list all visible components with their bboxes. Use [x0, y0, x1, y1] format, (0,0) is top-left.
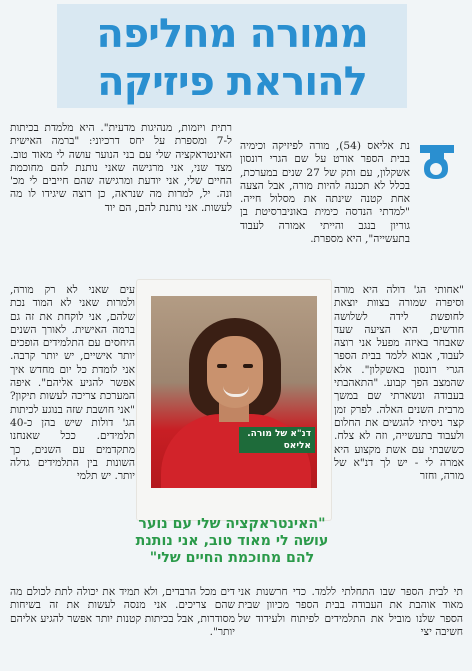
article-column-left-bottom: דים מכל הרבדים, ולא תמיד את יכולה לתת לכולם מה שהם צריכים. אני מנסה לעשות את זה בשיחות מסודרות, אבל בכיתות קטנות יותר אפשר להגיע אליהם יותר". [10, 586, 235, 638]
pull-quote: "האינטראקציה שלי עם נוער עושה לי מאוד טוב, אני נותנת להם מחוכמת החיים שלי" [135, 516, 329, 566]
article-column-left-top: רתית ויזמות, מנהיגות מדעית". היא מלמדת בכיתות ל-7 ומספרת על יחס דרכיוני: "ברמה האישית האינטראקציה שלי עם בני הנוער עושה לי מאוד טוב. מצד שני, אני מרגישה שאני נותנת להם מחוכמת החיים שלי, אני יודעת ומרגישה שהם חייבים לי מכ' ונה. יל, למרות מה שנראה, כן רוצה שיגידו לו מה לעשות. אני נותנת להם, הם יוד [10, 122, 232, 214]
article-column-left-side: עים שאני לא רק מורה, ולמרות שאני לא המוד נכת שלהם, אני לוקחת את זה גם ברמה האישית. לאורך השנים היחסים עם התלמידים הופכים יותר אישיים, יש יותר קרבה. אני לומדת כל יום מחדש איך אפשר להגיע אליהם". איפה המערכת צריכה לעשות תיקון? "אני חושבת שזה בנוגע לכיתות הג' דולות שיש בהן כ-40 תלמידים. ככל שאנחנו מתקדמים עם השנים, כך השונות בין התלמידים גדלה יותר. יש תלמי [10, 284, 135, 483]
headline-line-2: להוראת פיזיקה [97, 59, 367, 105]
photo-caption-line-2: אליאס [283, 441, 311, 451]
teacher-portrait-photo [151, 296, 317, 488]
article-column-right-top: נת אליאס (54), מורה לפיזיקה וכימיה בבית הספר אורט על שם הגרי רונסון אשקלון, עם ותק של 27 שנים במערכת, בכלל לא תכננה להיות מורה, אבל הצעה אחת קטנה שינתה את מסלול חייה. "למדתי הנדסה כימית באוניברסיטת בן גוריון בנגב והייתי אמורה לעבוד בתעשייה", היא מספרת. [240, 140, 410, 246]
photo-caption [239, 427, 315, 453]
photo-caption-line-1: דנ"א של מורה. [247, 429, 311, 439]
article-column-right-side: "אחותי הג' דולה היא מורה וסיפרה שמורה בצוות יוצאת לחופשת לידה לשלושה חודשים, היא הציעה שעד שאבחר באיזה מפעל אני רוצה לעבוד, אבוא ללמד בבית הספר הגרי רונסון באשקלון". אלא שהמצב הפך קבוע. "התאהבתי בעבודה ונשארתי שם במשך מרבית השנים האלה. לפרק זמן קצר ניסיתי להגשים את החלום ולעבוד בתעשייה, וזה לא צלח. כששבתי עם אשת מקצוע היא אמרה לי - יש לך דנ"א של מורה, וחזר [334, 284, 464, 483]
photo-stamp-frame [137, 280, 331, 520]
article-column-right-bottom: תי לבית הספר שבו התחלתי ללמד. כדי חרשנות אני מאוד אוהבת את העבודה בבית הספר מכיוון שבית הספר שלנו מוביל את התלמידים לפיתוח ולעידוד של חשיבה יצי [238, 586, 463, 638]
drop-cap-letter-icon [412, 137, 462, 187]
headline-line-1: ממורה מחליפה [96, 11, 368, 57]
headline-box [57, 4, 407, 108]
